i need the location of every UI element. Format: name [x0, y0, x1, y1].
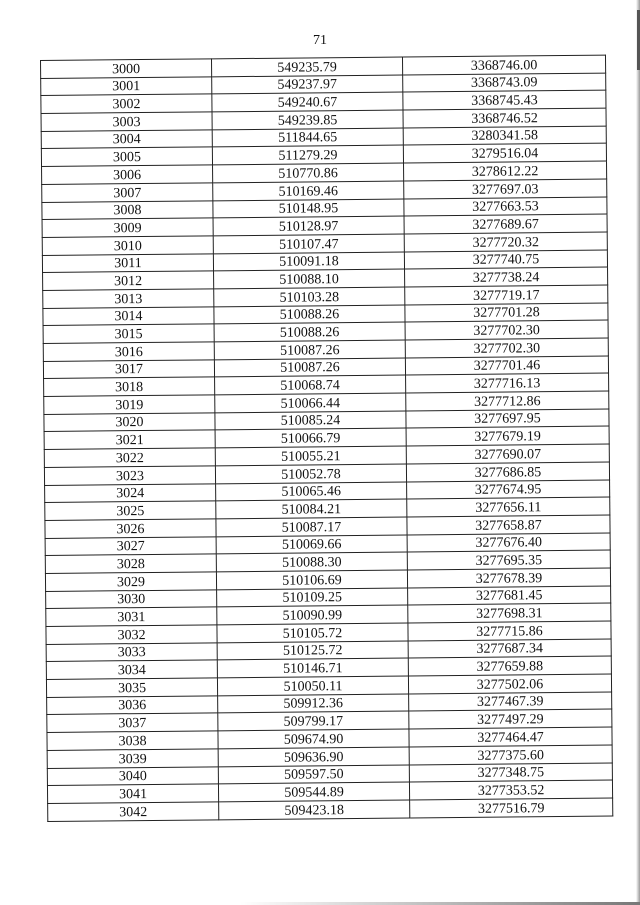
- x-coordinate-cell: 510085.24: [215, 411, 406, 431]
- point-id-cell: 3008: [42, 200, 213, 219]
- point-id-cell: 3039: [47, 749, 218, 768]
- point-id-cell: 3024: [45, 483, 216, 502]
- y-coordinate-cell: 3277681.45: [408, 586, 611, 606]
- point-id-cell: 3034: [46, 660, 217, 679]
- scan-edge-right: [636, 0, 640, 905]
- x-coordinate-cell: 510105.72: [217, 623, 408, 643]
- y-coordinate-cell: 3368745.43: [403, 90, 606, 110]
- point-id-cell: 3007: [42, 183, 213, 202]
- y-coordinate-cell: 3277656.11: [407, 497, 610, 517]
- point-id-cell: 3001: [41, 77, 212, 96]
- y-coordinate-cell: 3277467.39: [409, 692, 612, 712]
- point-id-cell: 3025: [45, 501, 216, 520]
- point-id-cell: 3018: [44, 377, 215, 396]
- point-id-cell: 3002: [41, 94, 212, 113]
- x-coordinate-cell: 510068.74: [215, 375, 406, 395]
- page-number: 71: [313, 33, 327, 48]
- y-coordinate-cell: 3277686.85: [406, 462, 609, 482]
- point-id-cell: 3013: [43, 289, 214, 308]
- x-coordinate-cell: 510125.72: [217, 641, 408, 661]
- y-coordinate-cell: 3277738.24: [405, 267, 608, 287]
- point-id-cell: 3028: [45, 554, 216, 573]
- point-id-cell: 3040: [47, 766, 218, 785]
- y-coordinate-cell: 3277720.32: [404, 232, 607, 252]
- point-id-cell: 3041: [47, 784, 218, 803]
- x-coordinate-cell: 511844.65: [212, 128, 403, 148]
- y-coordinate-cell: 3279516.04: [403, 144, 606, 164]
- point-id-cell: 3012: [43, 271, 214, 290]
- y-coordinate-cell: 3277697.95: [406, 409, 609, 429]
- point-id-cell: 3005: [41, 147, 212, 166]
- x-coordinate-cell: 509423.18: [219, 800, 410, 820]
- x-coordinate-cell: 509597.50: [218, 764, 409, 784]
- y-coordinate-cell: 3277715.86: [408, 621, 611, 641]
- x-coordinate-cell: 510066.44: [215, 393, 406, 413]
- y-coordinate-cell: 3277702.30: [405, 320, 608, 340]
- x-coordinate-cell: 510050.11: [217, 676, 408, 696]
- point-id-cell: 3022: [44, 448, 215, 467]
- y-coordinate-cell: 3277375.60: [409, 745, 612, 765]
- point-id-cell: 3027: [45, 536, 216, 555]
- x-coordinate-cell: 549237.97: [212, 75, 403, 95]
- x-coordinate-cell: 509544.89: [218, 782, 409, 802]
- x-coordinate-cell: 549235.79: [211, 57, 402, 77]
- x-coordinate-cell: 510103.28: [214, 287, 405, 307]
- y-coordinate-cell: 3277348.75: [409, 763, 612, 783]
- y-coordinate-cell: 3277697.03: [404, 179, 607, 199]
- x-coordinate-cell: 510088.26: [214, 305, 405, 325]
- x-coordinate-cell: 510090.99: [217, 605, 408, 625]
- y-coordinate-cell: 3277716.13: [406, 373, 609, 393]
- point-id-cell: 3029: [45, 572, 216, 591]
- y-coordinate-cell: 3368743.09: [403, 73, 606, 93]
- x-coordinate-cell: 510148.95: [213, 199, 404, 219]
- x-coordinate-cell: 509636.90: [218, 747, 409, 767]
- y-coordinate-cell: 3277695.35: [407, 550, 610, 570]
- coordinate-table-wrapper: [40, 55, 609, 822]
- point-id-cell: 3037: [47, 713, 218, 732]
- point-id-cell: 3000: [41, 59, 212, 78]
- y-coordinate-cell: 3277516.79: [410, 798, 613, 818]
- point-id-cell: 3035: [46, 678, 217, 697]
- point-id-cell: 3006: [42, 165, 213, 184]
- point-id-cell: 3023: [44, 466, 215, 485]
- y-coordinate-cell: 3277719.17: [405, 285, 608, 305]
- x-coordinate-cell: 509674.90: [218, 729, 409, 749]
- y-coordinate-cell: 3277676.40: [407, 533, 610, 553]
- y-coordinate-cell: 3277690.07: [406, 444, 609, 464]
- y-coordinate-cell: 3277679.19: [406, 426, 609, 446]
- point-id-cell: 3014: [43, 306, 214, 325]
- x-coordinate-cell: 510088.30: [216, 552, 407, 572]
- y-coordinate-cell: 3277698.31: [408, 603, 611, 623]
- x-coordinate-cell: 510106.69: [216, 570, 407, 590]
- x-coordinate-cell: 510146.71: [217, 658, 408, 678]
- point-id-cell: 3003: [41, 112, 212, 131]
- x-coordinate-cell: 511279.29: [212, 145, 403, 165]
- x-coordinate-cell: 510169.46: [213, 181, 404, 201]
- x-coordinate-cell: 510055.21: [215, 446, 406, 466]
- y-coordinate-cell: 3277674.95: [407, 480, 610, 500]
- coordinate-table: [40, 55, 613, 822]
- y-coordinate-cell: 3277678.39: [407, 568, 610, 588]
- x-coordinate-cell: 510091.18: [213, 252, 404, 272]
- y-coordinate-cell: 3277687.34: [408, 639, 611, 659]
- y-coordinate-cell: 3277701.46: [405, 356, 608, 376]
- point-id-cell: 3030: [46, 589, 217, 608]
- point-id-cell: 3004: [41, 130, 212, 149]
- point-id-cell: 3042: [48, 802, 219, 821]
- x-coordinate-cell: 549239.85: [212, 110, 403, 130]
- y-coordinate-cell: 3277689.67: [404, 214, 607, 234]
- y-coordinate-cell: 3277464.47: [409, 727, 612, 747]
- point-id-cell: 3017: [43, 360, 214, 379]
- x-coordinate-cell: 509912.36: [218, 694, 409, 714]
- x-coordinate-cell: 510088.10: [214, 269, 405, 289]
- point-id-cell: 3032: [46, 625, 217, 644]
- point-id-cell: 3038: [47, 731, 218, 750]
- point-id-cell: 3021: [44, 430, 215, 449]
- y-coordinate-cell: 3278612.22: [404, 161, 607, 181]
- point-id-cell: 3020: [44, 413, 215, 432]
- y-coordinate-cell: 3277702.30: [405, 338, 608, 358]
- x-coordinate-cell: 510128.97: [213, 216, 404, 236]
- coordinate-table-body: [41, 55, 613, 821]
- point-id-cell: 3019: [44, 395, 215, 414]
- y-coordinate-cell: 3277502.06: [408, 674, 611, 694]
- x-coordinate-cell: 510066.79: [215, 428, 406, 448]
- y-coordinate-cell: 3277701.28: [405, 303, 608, 323]
- x-coordinate-cell: 510052.78: [215, 464, 406, 484]
- point-id-cell: 3031: [46, 607, 217, 626]
- x-coordinate-cell: 510087.17: [216, 517, 407, 537]
- x-coordinate-cell: 549240.67: [212, 92, 403, 112]
- x-coordinate-cell: 510770.86: [213, 163, 404, 183]
- y-coordinate-cell: 3280341.58: [403, 126, 606, 146]
- point-id-cell: 3009: [42, 218, 213, 237]
- y-coordinate-cell: 3277658.87: [407, 515, 610, 535]
- x-coordinate-cell: 510065.46: [216, 482, 407, 502]
- point-id-cell: 3016: [43, 342, 214, 361]
- y-coordinate-cell: 3277663.53: [404, 197, 607, 217]
- x-coordinate-cell: 510069.66: [216, 535, 407, 555]
- y-coordinate-cell: 3277712.86: [406, 391, 609, 411]
- y-coordinate-cell: 3368746.52: [403, 108, 606, 128]
- y-coordinate-cell: 3277353.52: [409, 780, 612, 800]
- x-coordinate-cell: 510109.25: [217, 588, 408, 608]
- point-id-cell: 3010: [42, 236, 213, 255]
- x-coordinate-cell: 510088.26: [214, 322, 405, 342]
- point-id-cell: 3026: [45, 519, 216, 538]
- y-coordinate-cell: 3277659.88: [408, 656, 611, 676]
- x-coordinate-cell: 510107.47: [213, 234, 404, 254]
- x-coordinate-cell: 510084.21: [216, 499, 407, 519]
- x-coordinate-cell: 510087.26: [214, 340, 405, 360]
- y-coordinate-cell: 3368746.00: [402, 55, 605, 75]
- x-coordinate-cell: 510087.26: [214, 358, 405, 378]
- y-coordinate-cell: 3277740.75: [404, 250, 607, 270]
- point-id-cell: 3036: [47, 696, 218, 715]
- point-id-cell: 3015: [43, 324, 214, 343]
- point-id-cell: 3011: [42, 253, 213, 272]
- point-id-cell: 3033: [46, 643, 217, 662]
- y-coordinate-cell: 3277497.29: [409, 709, 612, 729]
- x-coordinate-cell: 509799.17: [218, 711, 409, 731]
